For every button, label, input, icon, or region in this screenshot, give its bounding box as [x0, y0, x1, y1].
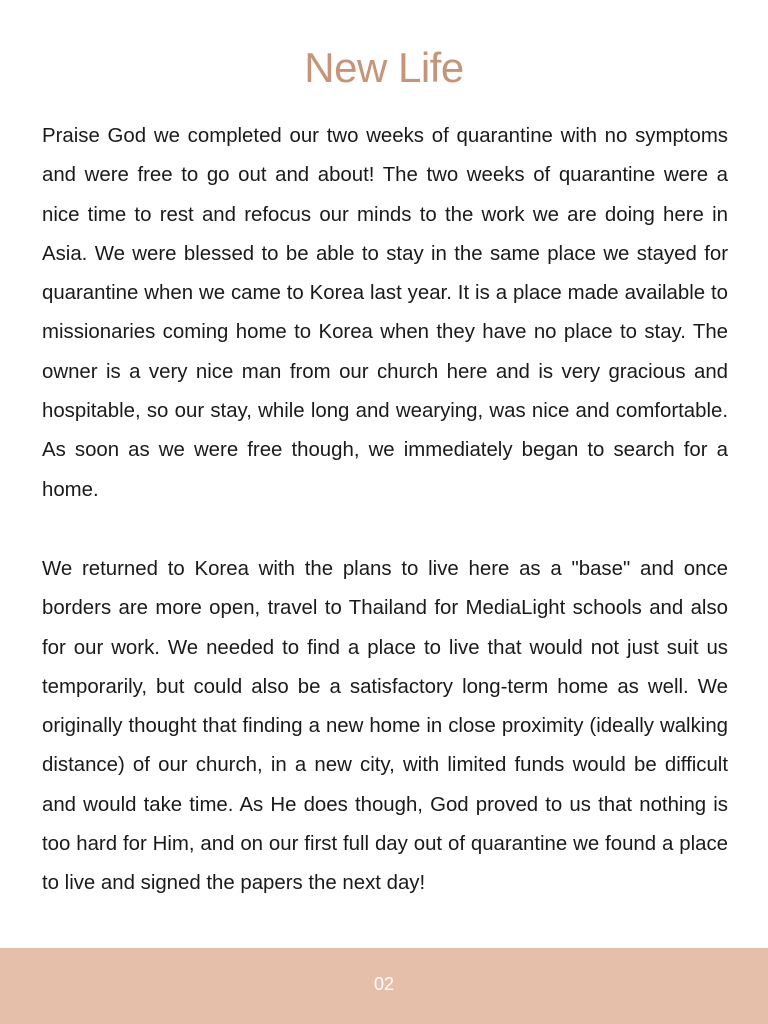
page-number: 02: [373, 974, 395, 994]
paragraph-quarantine: Praise God we completed our two weeks of quarantine with no symptoms and were free to go out and about! The two weeks of quarantine were a nice time to rest and refocus our minds to the work we are doing here in Asia. We were blessed to be able to stay in the same place we stayed for quarantine when we came to Korea last year. It is a place made available to missionaries coming home to Korea when they have no place to stay. The owner is a very nice man from our church here and is very gracious and hospitable, so our stay, while long and wearying, was nice and comfortable. As soon as we were free though, we immediately began to search for a home.: [42, 125, 728, 501]
page-title: New Life: [304, 44, 464, 91]
paragraph-new-home: We returned to Korea with the plans to live here as a "base" and once borders are more open, travel to Thailand for MediaLight schools and also for our work. We needed to find a place to live that would not just suit us temporarily, but could also be a satisfactory long-term home as well. We originally thought that finding a new home in close proximity (ideally walking distance) of our church, in a new city, with limited funds would be difficult and would take time. As He does though, God proved to us that nothing is too hard for Him, and on our first full day out of quarantine we found a place to live and signed the papers the next day!: [42, 558, 728, 895]
